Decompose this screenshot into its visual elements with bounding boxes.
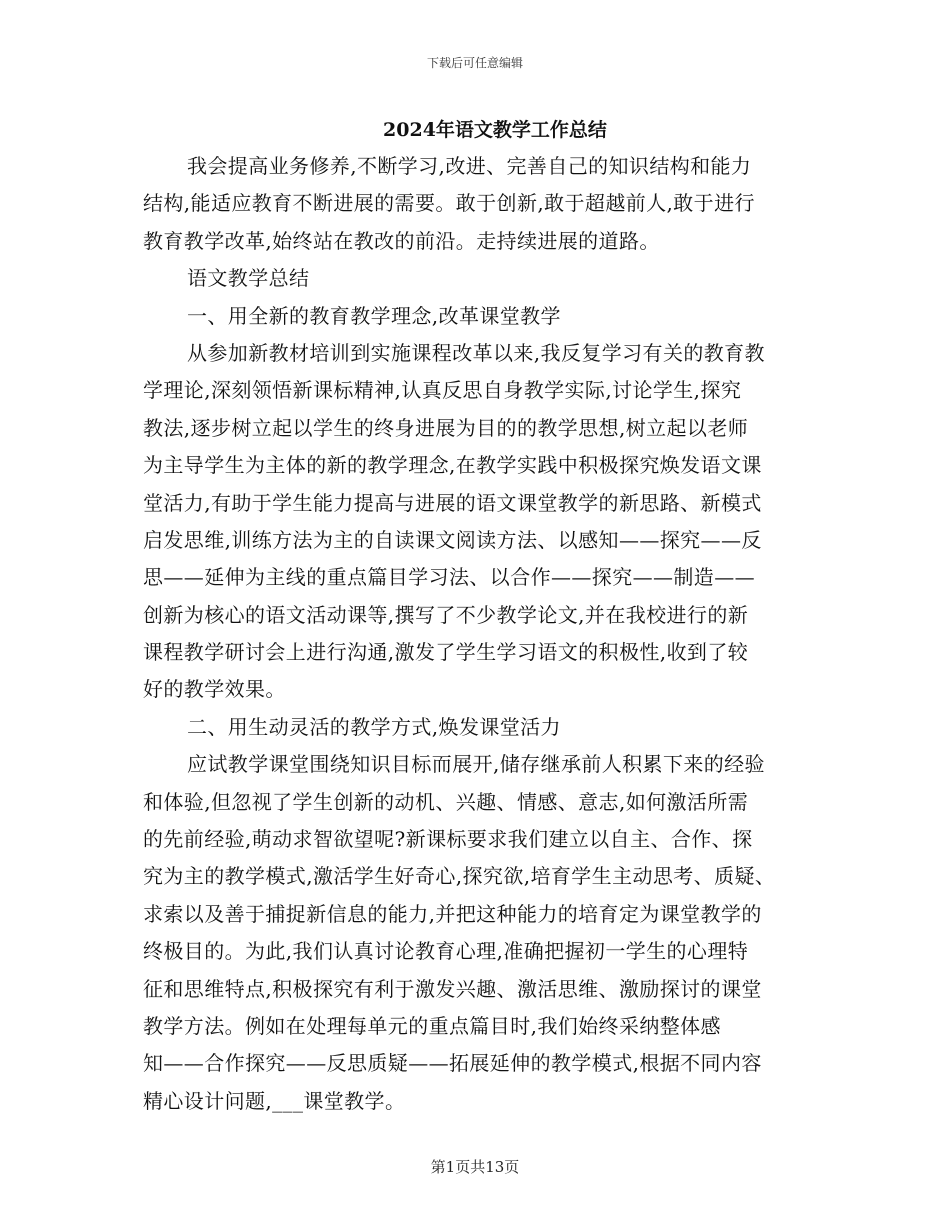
- document-body: [143, 148, 823, 1120]
- text-line: 思——延伸为主线的重点篇目学习法、以合作——探究——制造——: [143, 565, 755, 590]
- header-note: 下载后可任意编辑: [426, 56, 523, 70]
- text-line: 结构,能适应教育不断进展的需要。敢于创新,敢于超越前人,敢于进行: [143, 191, 755, 216]
- text-line: 堂活力,有助于学生能力提高与进展的语文课堂教学的新思路、新模式: [143, 490, 762, 515]
- text-line: 精心设计问题,___课堂教学。: [143, 1088, 406, 1113]
- page-footer: 第1页共13页: [430, 1158, 520, 1176]
- text-line: 知——合作探究——反思质疑——拓展延伸的教学模式,根据不同内容: [143, 1051, 762, 1076]
- text-line: 终极目的。为此,我们认真讨论教育心理,准确把握初一学生的心理特: [143, 939, 749, 964]
- text-line: 教育教学改革,始终站在教改的前沿。走持续进展的道路。: [143, 228, 660, 253]
- text-line: 二、用生动灵活的教学方式,焕发课堂活力: [187, 714, 561, 739]
- text-line: 教学方法。例如在处理每单元的重点篇目时,我们始终采纳整体感: [143, 1013, 721, 1038]
- text-line: 为主导学生为主体的新的教学理念,在教学实践中积极探究焕发语文课: [143, 453, 762, 478]
- text-line: 课程教学研讨会上进行沟通,激发了学生学习语文的积极性,收到了较: [143, 640, 749, 665]
- text-line: 教法,逐步树立起以学生的终身进展为目的的教学思想,树立起以老师: [143, 415, 749, 440]
- text-line: 我会提高业务修养,不断学习,改进、完善自己的知识结构和能力: [187, 154, 752, 178]
- text-line: 好的教学效果。: [143, 677, 286, 702]
- text-line: 一、用全新的教育教学理念,改革课堂教学: [187, 303, 561, 328]
- text-line: 语文教学总结: [187, 266, 310, 291]
- text-line: 学理论,深刻领悟新课标精神,认真反思自身教学实际,讨论学生,探究: [143, 378, 742, 403]
- text-line: 创新为核心的语文活动课等,撰写了不少教学论文,并在我校进行的新: [143, 602, 749, 627]
- text-line: 和体验,但忽视了学生创新的动机、兴趣、情感、意志,如何激活所需: [143, 789, 749, 814]
- text-line: 启发思维,训练方法为主的自读课文阅读方法、以感知——探究——反: [143, 527, 762, 552]
- text-line: 究为主的教学模式,激活学生好奇心,探究欲,培育学生主动思考、质疑、: [143, 864, 776, 889]
- text-line: 求索以及善于捕捉新信息的能力,并把这种能力的培育定为课堂教学的: [143, 901, 762, 926]
- text-line: 的先前经验,萌动求智欲望呢?新课标要求我们建立以自主、合作、探: [143, 827, 753, 852]
- document-title: 2024年语文教学工作总结: [383, 119, 607, 141]
- text-line: 征和思维特点,积极探究有利于激发兴趣、激活思维、激励探讨的课堂: [143, 976, 762, 1001]
- text-line: 应试教学课堂围绕知识目标而展开,储存继承前人积累下来的经验: [187, 752, 765, 777]
- text-line: 从参加新教材培训到实施课程改革以来,我反复学习有关的教育教: [187, 340, 765, 365]
